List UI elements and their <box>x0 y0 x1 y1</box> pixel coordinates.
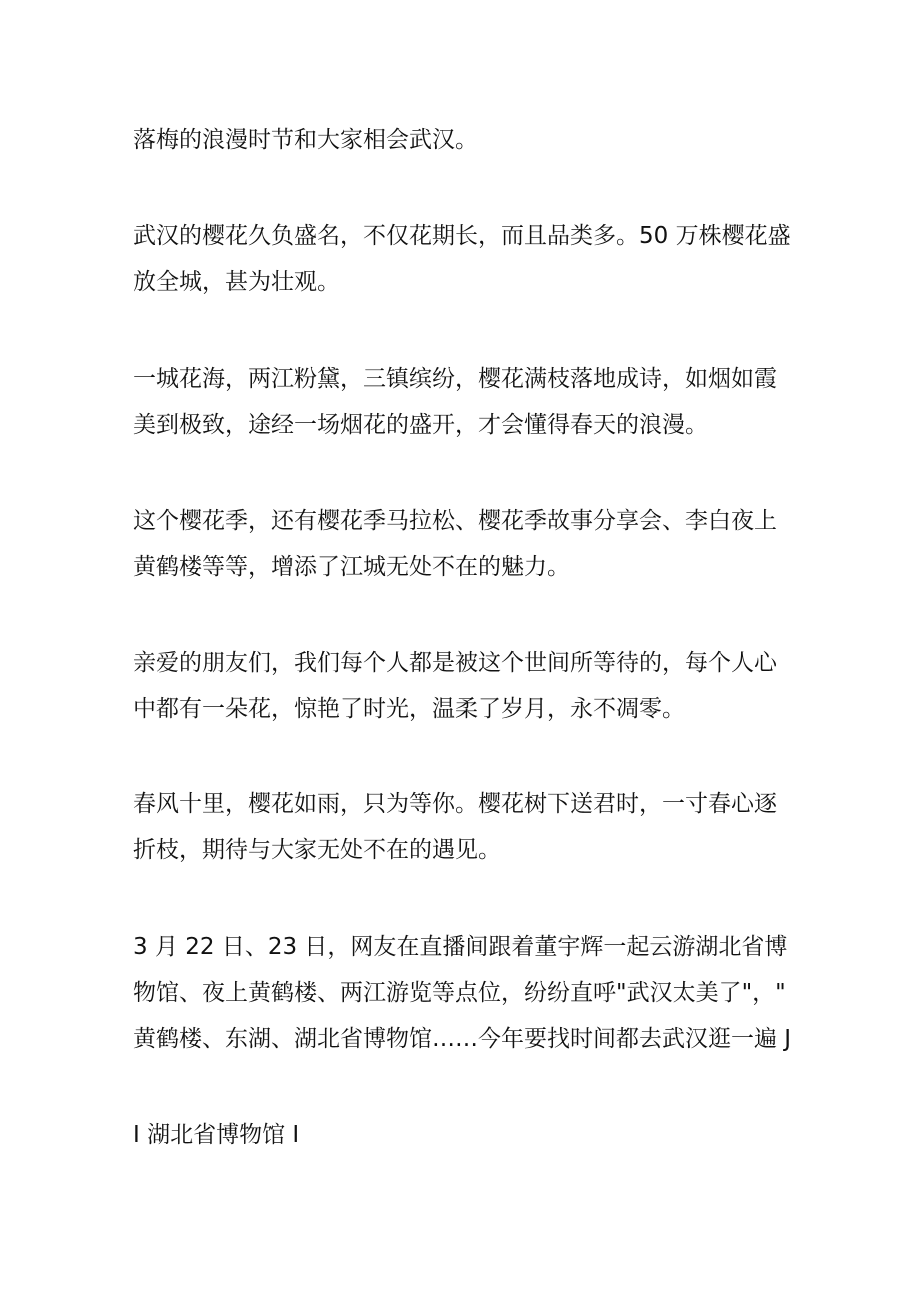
paragraph-2 <box>133 213 823 305</box>
paragraph-line: 武汉的樱花久负盛名，不仅花期长，而且品类多。50 万株樱花盛 <box>133 223 791 249</box>
paragraph-line: 美到极致，途经一场烟花的盛开，才会懂得春天的浪漫。 <box>133 412 708 438</box>
paragraph-3 <box>133 356 823 448</box>
paragraph-line: 物馆、夜上黄鹤楼、两江游览等点位，纷纷直呼"武汉太美了"，" <box>133 980 786 1006</box>
paragraph-6 <box>133 781 823 873</box>
paragraph-line: 一城花海，两江粉黛，三镇缤纷，樱花满枝落地成诗，如烟如霞 <box>133 366 777 392</box>
paragraph-line: 中都有一朵花，惊艳了时光，温柔了岁月，永不凋零。 <box>133 696 685 722</box>
paragraph-line: 黄鹤楼、东湖、湖北省博物馆……今年要找时间都去武汉逛一遍 J <box>133 1026 792 1052</box>
paragraph-line: 亲爱的朋友们，我们每个人都是被这个世间所等待的，每个人心 <box>133 650 777 676</box>
paragraph-line: 黄鹤楼等等，增添了江城无处不在的魅力。 <box>133 554 570 580</box>
paragraph-line: 放全城，甚为壮观。 <box>133 269 340 295</box>
paragraph-1 <box>133 117 823 163</box>
paragraph-line: 这个樱花季，还有樱花季马拉松、樱花季故事分享会、李白夜上 <box>133 508 777 534</box>
paragraph-line: 春风十里，樱花如雨，只为等你。樱花树下送君时，一寸春心逐 <box>133 791 777 817</box>
paragraph-line: 折枝，期待与大家无处不在的遇见。 <box>133 837 501 863</box>
paragraph-4 <box>133 498 823 590</box>
paragraph-line: I 湖北省博物馆 I <box>133 1122 300 1148</box>
paragraph-line: 落梅的浪漫时节和大家相会武汉。 <box>133 127 478 153</box>
paragraph-7 <box>133 924 823 1062</box>
section-heading <box>133 1112 823 1158</box>
paragraph-5 <box>133 640 823 732</box>
paragraph-line: 3 月 22 日、23 日，网友在直播间跟着董宇辉一起云游湖北省博 <box>133 934 788 960</box>
